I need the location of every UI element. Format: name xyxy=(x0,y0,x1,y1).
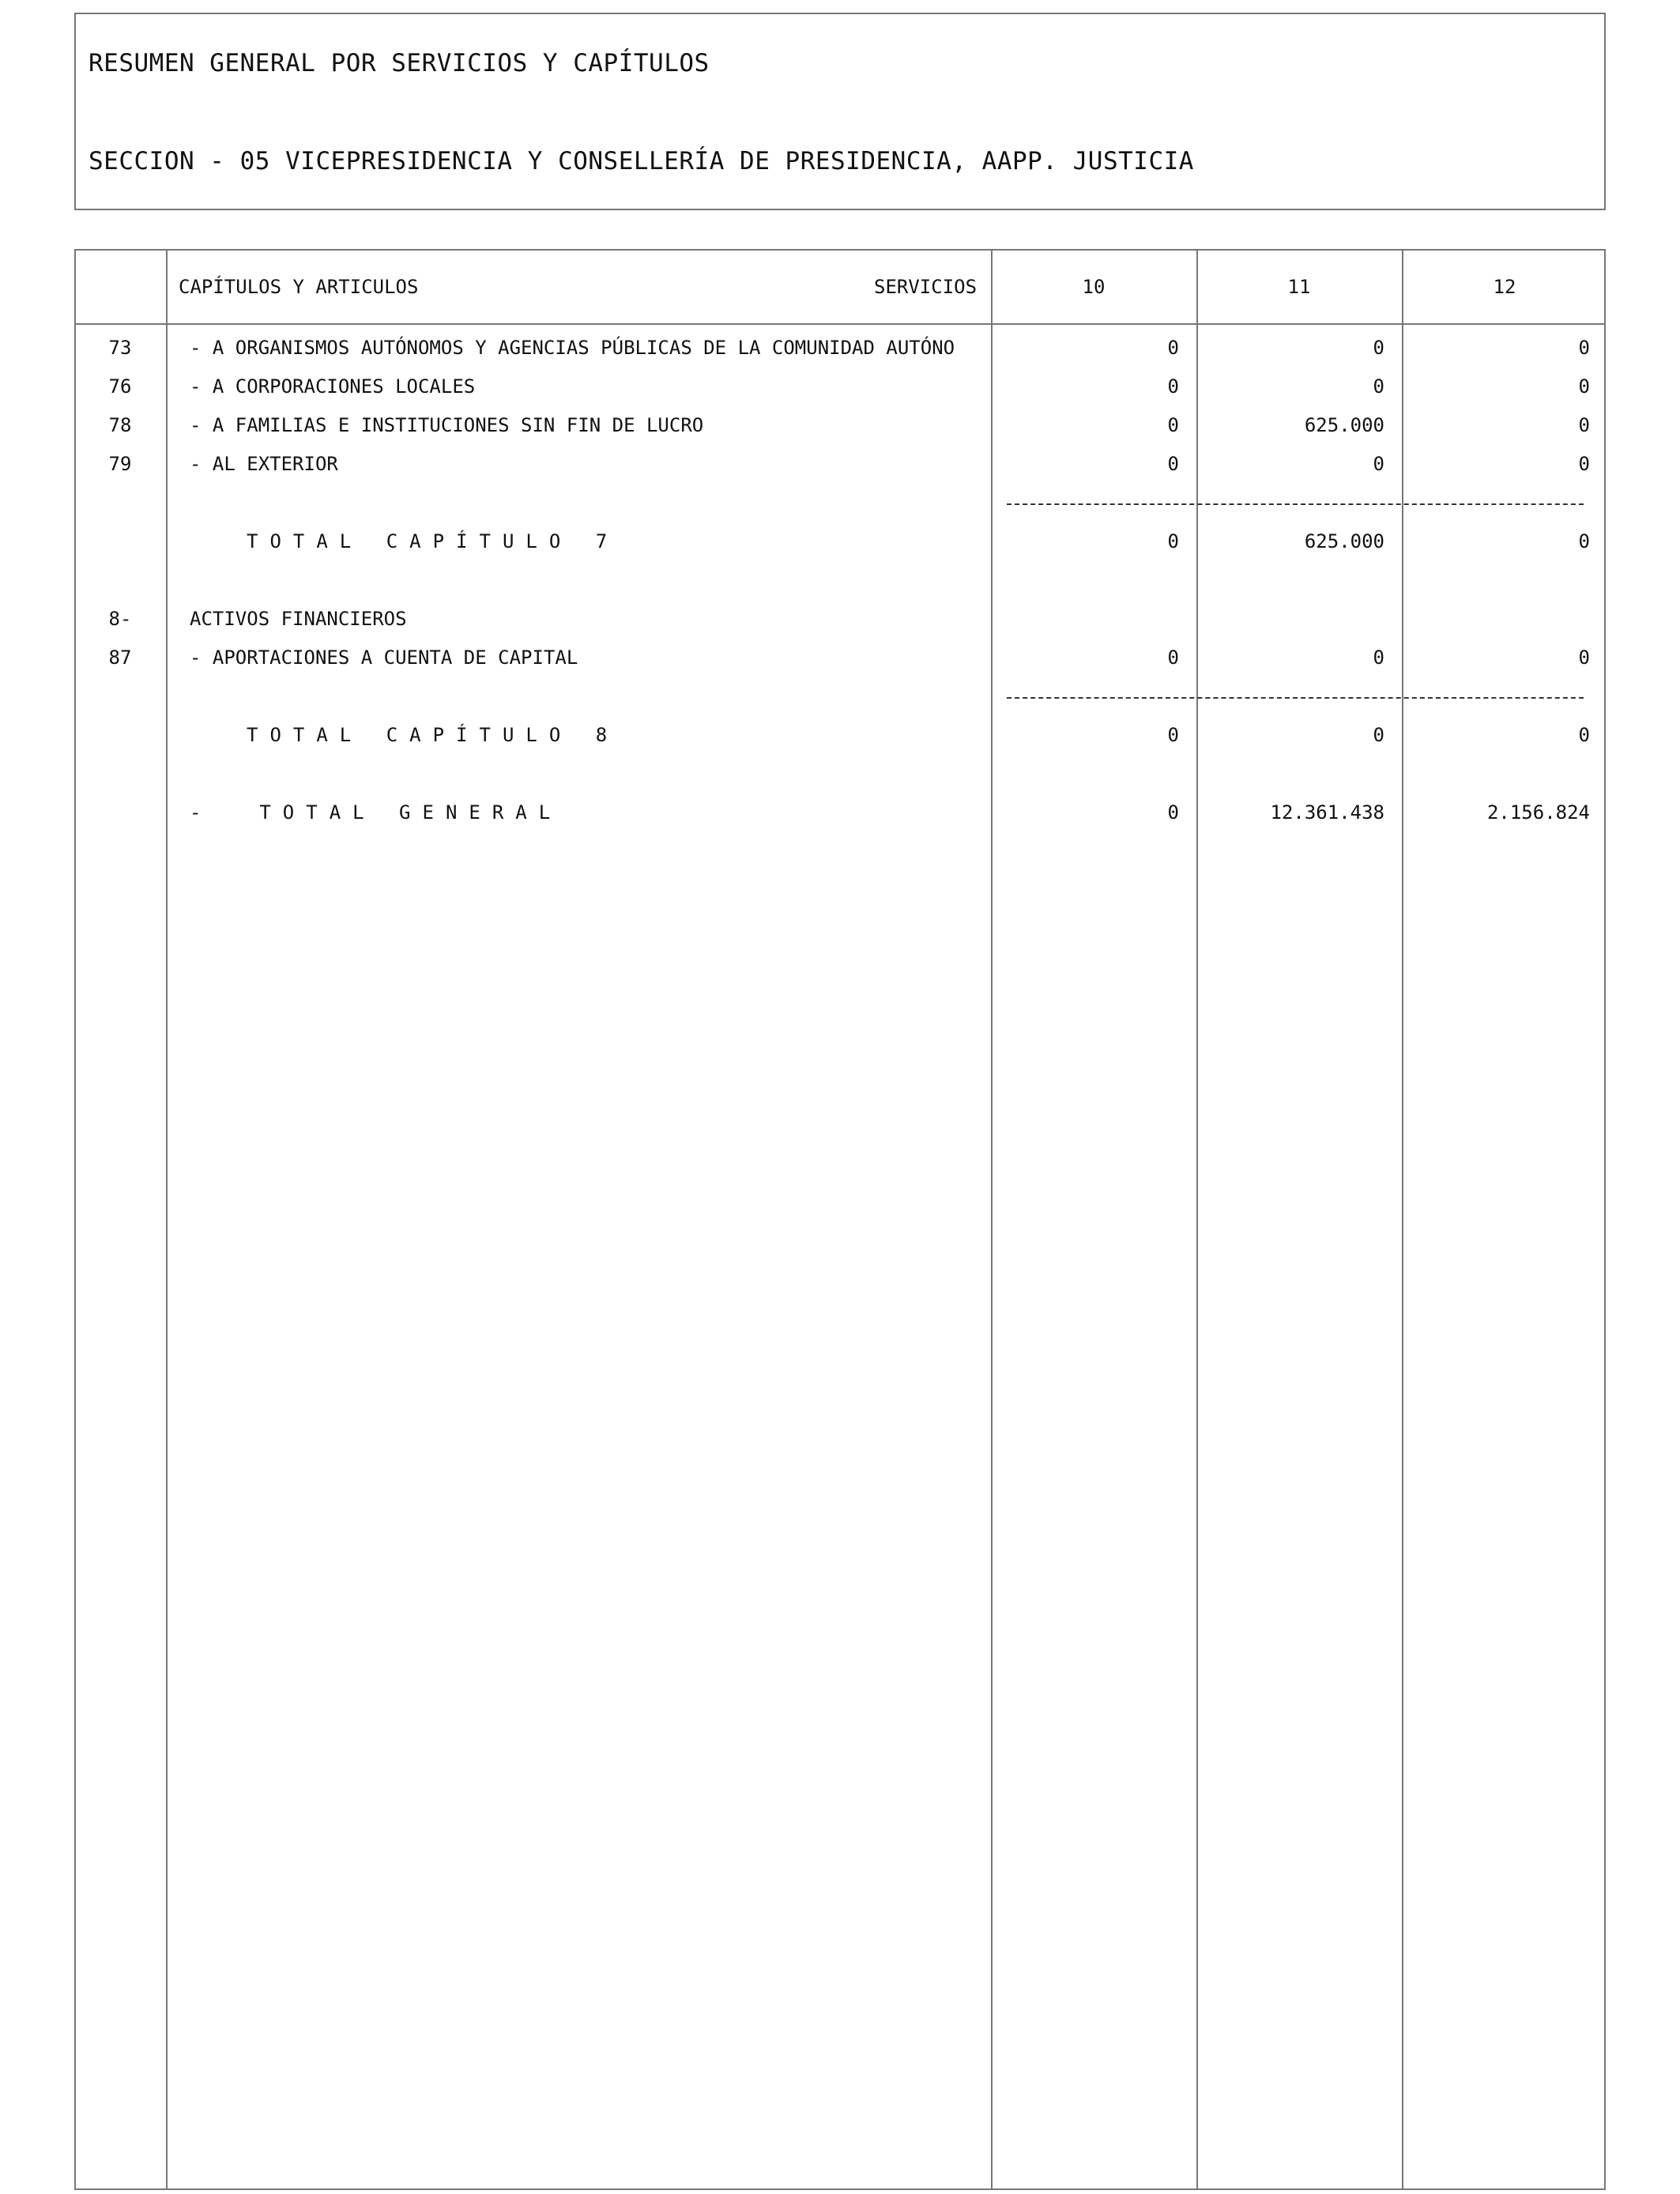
row-value-10: 0 xyxy=(1167,375,1179,398)
row-description: - A CORPORACIONES LOCALES xyxy=(190,375,476,398)
row-value-11: 625.000 xyxy=(1304,414,1384,436)
row-value-11: 0 xyxy=(1373,375,1384,398)
header-services-label: SERVICIOS xyxy=(874,276,977,298)
column-divider xyxy=(166,251,168,2188)
budget-table xyxy=(74,249,1606,2190)
subtotal-rule xyxy=(1007,697,1584,699)
header-chapters-label: CAPÍTULOS Y ARTICULOS xyxy=(179,276,419,298)
section-title: SECCION - 05 VICEPRESIDENCIA Y CONSELLERÍA DE PRESIDENCIA, AAPP. JUSTICIA xyxy=(89,147,1194,175)
subtotal-rule xyxy=(1007,503,1584,505)
chapter-description: ACTIVOS FINANCIEROS xyxy=(190,608,407,630)
total-chapter-7-value-10: 0 xyxy=(1167,530,1179,552)
row-value-12: 0 xyxy=(1578,647,1590,669)
header-service-11: 11 xyxy=(1287,276,1311,298)
row-value-10: 0 xyxy=(1167,337,1179,359)
row-value-11: 0 xyxy=(1373,647,1384,669)
total-chapter-8-value-10: 0 xyxy=(1167,724,1179,746)
row-code: 78 xyxy=(108,414,132,436)
total-general-value-12: 2.156.824 xyxy=(1486,801,1590,824)
total-chapter-7-value-11: 625.000 xyxy=(1304,530,1384,552)
total-chapter-7-label: TOTAL CAPÍTULO 7 xyxy=(247,530,620,552)
row-value-11: 0 xyxy=(1373,453,1384,475)
row-value-11: 0 xyxy=(1373,337,1384,359)
row-description: - APORTACIONES A CUENTA DE CAPITAL xyxy=(190,647,578,669)
total-chapter-8-value-12: 0 xyxy=(1578,724,1590,746)
total-general-value-11: 12.361.438 xyxy=(1270,801,1384,824)
row-value-12: 0 xyxy=(1578,453,1590,475)
row-description: - A ORGANISMOS AUTÓNOMOS Y AGENCIAS PÚBLICAS DE LA COMUNIDAD AUTÓNO xyxy=(190,337,955,359)
row-value-10: 0 xyxy=(1167,414,1179,436)
total-chapter-7-value-12: 0 xyxy=(1578,530,1590,552)
row-code: 76 xyxy=(108,375,132,398)
row-description: - AL EXTERIOR xyxy=(190,453,338,475)
row-code: 87 xyxy=(108,647,132,669)
total-general-label: - TOTAL GENERAL xyxy=(190,801,563,824)
row-code: 79 xyxy=(108,453,132,475)
row-value-10: 0 xyxy=(1167,453,1179,475)
header-divider xyxy=(76,323,1604,325)
document-title: RESUMEN GENERAL POR SERVICIOS Y CAPÍTULOS xyxy=(89,49,710,77)
row-value-12: 0 xyxy=(1578,375,1590,398)
row-code: 73 xyxy=(108,337,132,359)
total-general-value-10: 0 xyxy=(1167,801,1179,824)
row-value-12: 0 xyxy=(1578,414,1590,436)
chapter-code: 8- xyxy=(108,608,132,630)
header-service-12: 12 xyxy=(1493,276,1516,298)
document-header-box xyxy=(74,13,1606,210)
row-value-12: 0 xyxy=(1578,337,1590,359)
total-chapter-8-value-11: 0 xyxy=(1373,724,1384,746)
row-value-10: 0 xyxy=(1167,647,1179,669)
row-description: - A FAMILIAS E INSTITUCIONES SIN FIN DE LUCRO xyxy=(190,414,704,436)
header-service-10: 10 xyxy=(1082,276,1106,298)
total-chapter-8-label: TOTAL CAPÍTULO 8 xyxy=(247,724,620,746)
